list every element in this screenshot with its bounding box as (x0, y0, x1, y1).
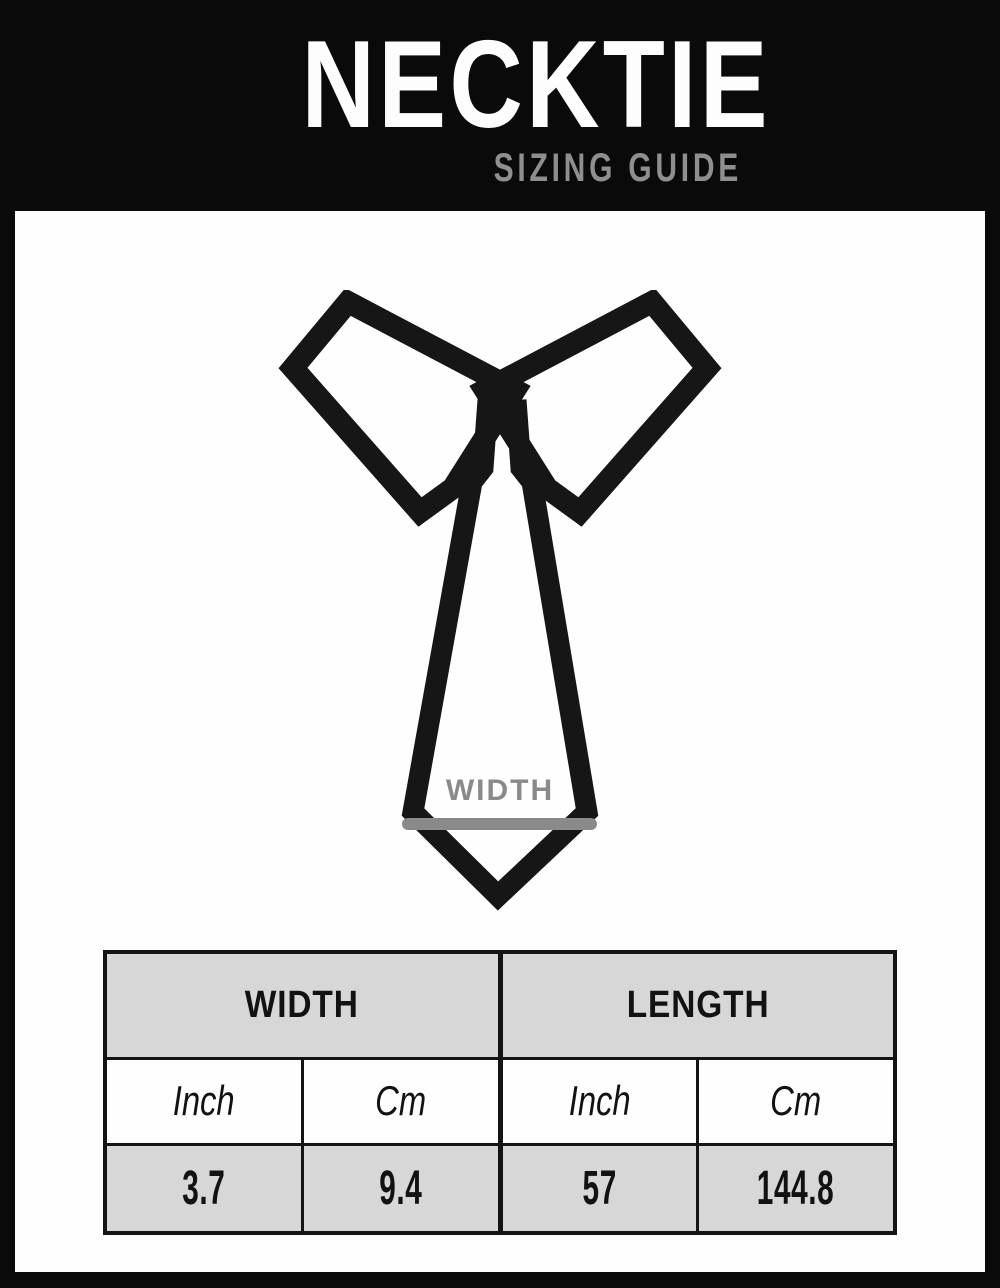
width-measure-bar (402, 818, 597, 830)
page-title: NECKTIE (301, 16, 771, 154)
unit-width-inch: Inch (105, 1058, 303, 1144)
width-measure-label: WIDTH (445, 774, 555, 807)
value-length-inch: 57 (500, 1144, 698, 1233)
value-width-cm: 9.4 (303, 1144, 501, 1233)
table-group-header-row (105, 952, 895, 1058)
header-text-block (258, 16, 771, 190)
value-width-inch: 3.7 (105, 1144, 303, 1233)
unit-length-cm: Cm (698, 1058, 896, 1144)
size-table (103, 950, 897, 1235)
group-header-width: WIDTH (105, 952, 500, 1058)
page-header (0, 0, 1000, 211)
unit-width-cm: Cm (303, 1058, 501, 1144)
table-unit-row (105, 1058, 895, 1144)
group-header-length: LENGTH (500, 952, 895, 1058)
value-length-cm: 144.8 (698, 1144, 896, 1233)
table-value-row (105, 1144, 895, 1233)
page-subtitle: SIZING GUIDE (493, 146, 742, 190)
unit-length-inch: Inch (500, 1058, 698, 1144)
